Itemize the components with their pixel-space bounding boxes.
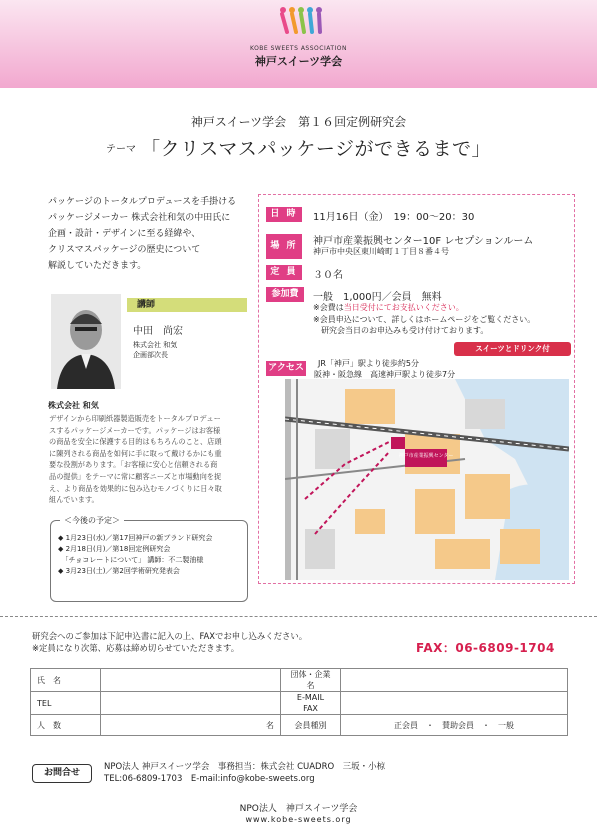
email-label: E-MAIL <box>296 693 325 702</box>
access-tag: アクセス <box>266 361 306 376</box>
access-line2: 阪神・阪急線 高速神戸駅より徒歩7分 <box>314 370 456 379</box>
capacity-tag: 定 員 <box>266 265 302 280</box>
place-value: 神戸市産業振興センター10F レセプションルーム <box>313 236 534 247</box>
event-subtitle: 神戸スイーツ学会 第１６回定例研究会 <box>190 115 407 129</box>
fee-tag: 参加費 <box>266 287 304 302</box>
fee-note3: 研究会当日のお申込みも受け付けております。 <box>313 326 489 335</box>
intro-line: 解説していただきます。 <box>48 261 147 271</box>
theme-row <box>0 134 597 161</box>
future-item: ◆ 1月23日(水)／第17回神戸の新ブランド研究会 <box>58 534 213 542</box>
company-desc-line: スするパッケージメーカーです。パッケージはお客様 <box>49 425 221 435</box>
contact-line1: NPO法人 神戸スイーツ学会 事務担当：株式会社 CUADRO 三坂・小椋 <box>104 762 386 772</box>
contact-label: お問合せ <box>32 764 92 783</box>
fee-note1-prefix: ※会費は <box>313 303 344 312</box>
logo-subtitle: KOBE SWEETS ASSOCIATION <box>249 45 348 52</box>
email-fax-field[interactable] <box>341 692 568 715</box>
footer-url[interactable]: www.kobe-sweets.org <box>245 815 352 824</box>
member-type-options[interactable]: 正会員 ・ 賛助会員 ・ 一般 <box>341 715 568 736</box>
map-venue-label: 神戸市産業振興センター <box>398 453 454 459</box>
fee-note1-red: 当日受付にてお支払いください。 <box>343 303 464 312</box>
intro-text <box>48 194 248 274</box>
capacity-value: ３０名 <box>313 270 343 281</box>
future-item: ◆ 2月18日(月)／第18回定例研究会 <box>58 545 171 553</box>
access-line1: JR「神戸」駅より徒歩約5分 <box>318 359 420 368</box>
sweets-drink-badge: スイーツとドリンク付 <box>454 342 571 356</box>
member-type-label: 会員種別 <box>281 715 341 736</box>
fee-note1 <box>313 302 464 313</box>
future-schedule-list <box>58 533 212 577</box>
theme-title: 「クリスマスパッケージができるまで」 <box>141 138 491 160</box>
intro-line: 企画・設計・デザインに至る経緯や、 <box>48 229 201 239</box>
application-line1: 研究会へのご参加は下記申込書に記入の上、FAXでお申し込みください。 <box>32 631 308 641</box>
org-field[interactable] <box>341 669 568 692</box>
email-fax-label <box>281 692 341 715</box>
company-desc-line: 品の提供」をテーマに常に顧客ニーズと市場動向を捉 <box>49 471 222 481</box>
lecturer-dept: 企画部次長 <box>133 351 168 359</box>
org-label: 団体・企業名 <box>281 669 341 692</box>
access-map <box>285 379 569 580</box>
future-item: ◆ 3月23日(土)／第2回学術研究発表会 <box>58 567 180 575</box>
company-desc-line: デザインから印刷紙器製造販売をトータルプロデュー <box>49 414 221 423</box>
intro-line: パッケージメーカー 株式会社和気の中田氏に <box>48 213 231 223</box>
people-field[interactable] <box>101 715 281 736</box>
company-desc-line: え、より商品を効果的に包み込むモノづくりに日々取 <box>49 483 222 493</box>
name-label: 氏 名 <box>31 669 101 692</box>
fax-number: FAX：06-6809-1704 <box>416 641 555 655</box>
footer-org: NPO法人 神戸スイーツ学会 <box>239 804 358 814</box>
company-title: 株式会社 和気 <box>48 401 99 410</box>
company-desc-line: 要な役割があります。「お客様に安心と信頼される商 <box>49 460 218 470</box>
fee-note2: ※会員申込について、詳しくはホームページをご覧ください。 <box>313 315 536 324</box>
lecturer-company: 株式会社 和気 <box>133 341 178 349</box>
application-form <box>30 668 568 736</box>
lecturer-affiliation <box>133 340 177 360</box>
theme-label: テーマ <box>106 144 137 155</box>
intro-line: クリスマスパッケージの歴史について <box>48 245 201 255</box>
contact-line2: TEL:06-6809-1703 E-mail:info@kobe-sweets.org <box>104 774 315 784</box>
company-desc-line: に陳列される商品を如何に手に取って戴けるかにも重 <box>49 448 222 458</box>
address-value: 神戸市中央区東川崎町１丁目８番４号 <box>313 247 449 256</box>
name-field[interactable] <box>101 669 281 692</box>
date-tag: 日 時 <box>266 207 302 222</box>
logo-icon <box>279 6 325 40</box>
future-schedule-title: ＜今後の予定＞ <box>60 515 124 526</box>
company-desc-line: 組んでいます。 <box>49 495 99 505</box>
future-item: 「チョコレートについて」 講師：不二製油様 <box>58 556 204 564</box>
people-label: 人 数 <box>31 715 101 736</box>
company-desc-line: の商品を安全に保護する目的はもちろんのこと、店頭 <box>49 437 222 447</box>
date-value: 11月16日（金） 19：00〜20：30 <box>313 212 475 223</box>
fax-label: FAX <box>303 704 318 713</box>
application-instructions <box>32 630 307 654</box>
intro-line: パッケージのトータルプロデュースを手掛ける <box>48 197 237 207</box>
application-line2: ※定員になり次第、応募は締め切らせていただきます。 <box>32 643 240 653</box>
logo-title: 神戸スイーツ学会 <box>254 55 343 68</box>
lecturer-tag: 講師 <box>127 298 247 312</box>
tel-field[interactable] <box>101 692 281 715</box>
place-tag: 場 所 <box>266 234 302 259</box>
lecturer-name: 中田 尚宏 <box>133 326 183 337</box>
people-unit: 名 <box>266 720 274 730</box>
lecturer-photo <box>51 294 121 389</box>
cut-line <box>0 616 597 617</box>
contact-info <box>104 761 385 785</box>
header-banner <box>0 0 597 88</box>
tel-label: TEL <box>31 692 101 715</box>
fee-value: 一般 1,000円／会員 無料 <box>313 292 442 303</box>
company-description <box>49 413 249 506</box>
